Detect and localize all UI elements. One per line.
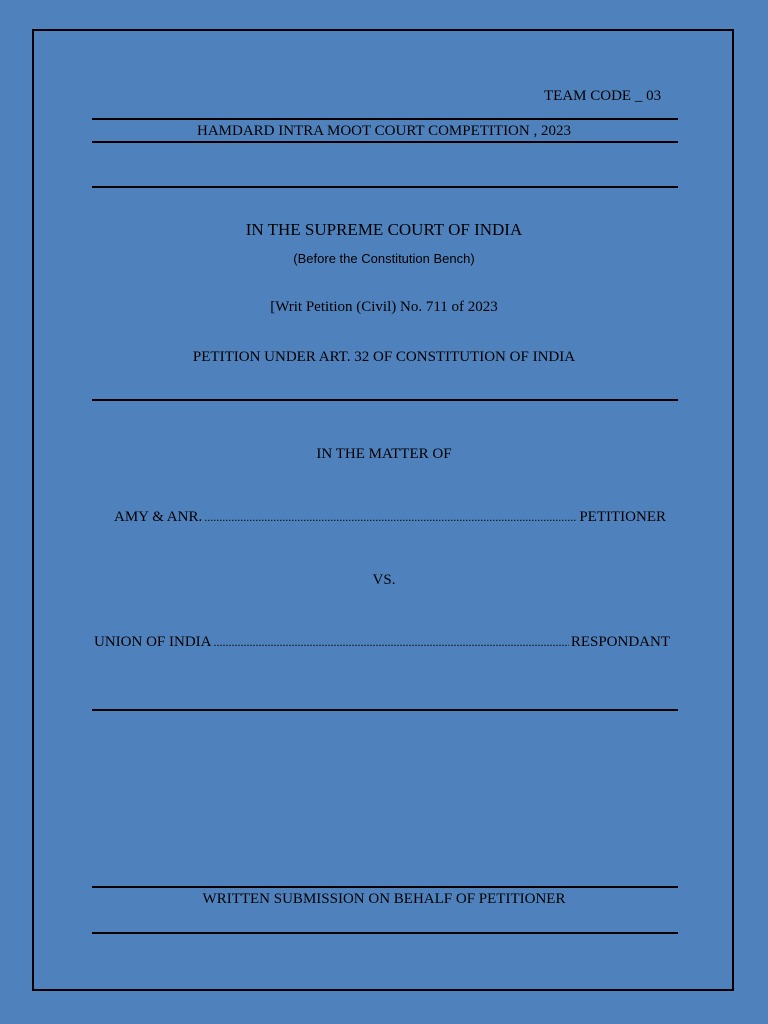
petitioner-line bbox=[114, 508, 666, 526]
petitioner-leader-dots bbox=[204, 508, 577, 526]
petition-number: [Writ Petition (Civil) No. 711 of 2023 bbox=[270, 299, 498, 315]
top-rule-1 bbox=[92, 118, 678, 120]
versus-label: VS. bbox=[372, 572, 396, 588]
respondent-name: UNION OF INDIA bbox=[94, 634, 212, 650]
bench-subtitle: (Before the Constitution Bench) bbox=[293, 251, 475, 266]
respondent-leader-dots bbox=[214, 633, 569, 651]
in-the-matter-heading: IN THE MATTER OF bbox=[316, 446, 452, 462]
petitioner-name: AMY & ANR. bbox=[114, 509, 203, 525]
section-rule-2 bbox=[92, 399, 678, 401]
petition-article: PETITION UNDER ART. 32 OF CONSTITUTION OF INDIA bbox=[192, 349, 576, 365]
team-code: TEAM CODE _ 03 bbox=[544, 88, 662, 104]
submission-title: WRITTEN SUBMISSION ON BEHALF OF PETITIONER bbox=[202, 891, 566, 907]
section-rule-3 bbox=[92, 709, 678, 711]
competition-title: HAMDARD INTRA MOOT COURT COMPETITION , 2023 bbox=[197, 123, 571, 139]
respondent-role: RESPONDANT bbox=[570, 634, 670, 650]
court-title: IN THE SUPREME COURT OF INDIA bbox=[245, 220, 523, 239]
bottom-rule-2 bbox=[92, 932, 678, 934]
top-rule-2 bbox=[92, 141, 678, 143]
section-rule-1 bbox=[92, 186, 678, 188]
petitioner-role: PETITIONER bbox=[579, 509, 666, 525]
bottom-rule-1 bbox=[92, 886, 678, 888]
respondent-line bbox=[94, 633, 670, 651]
